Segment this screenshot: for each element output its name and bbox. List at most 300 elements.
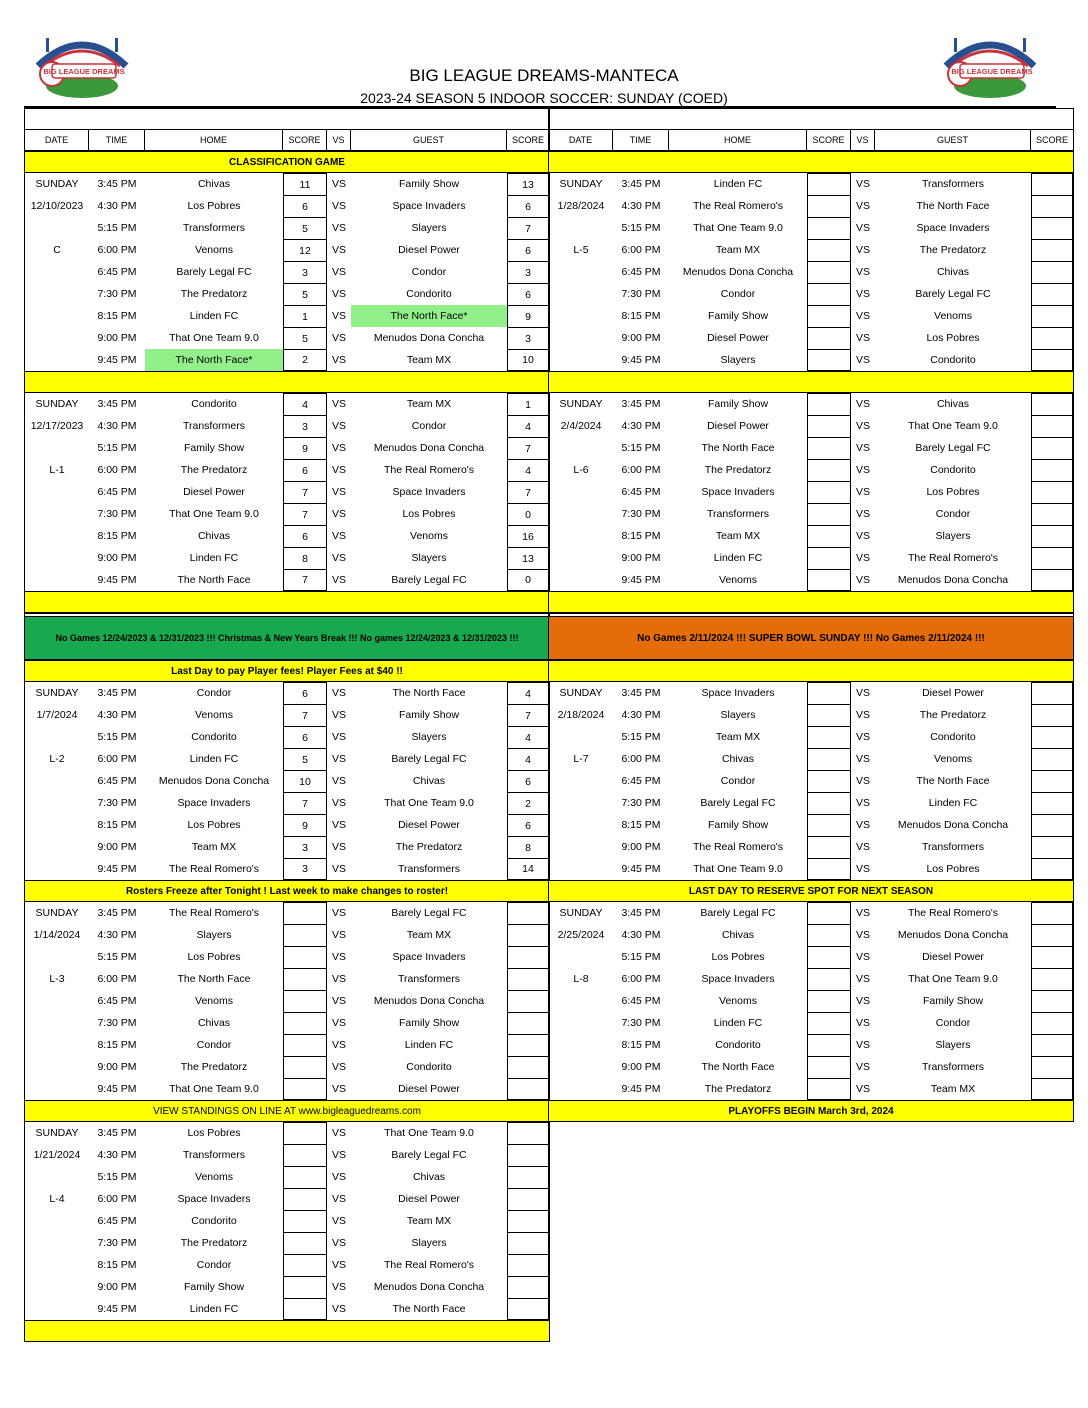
- home-team: Family Show: [707, 398, 769, 410]
- guest-team: Diesel Power: [398, 1083, 460, 1095]
- game-row: [549, 173, 1073, 195]
- vs-label: VS: [331, 907, 346, 919]
- home-score: [283, 1122, 327, 1144]
- date-cell: [549, 217, 613, 239]
- guest-team: Space Invaders: [916, 222, 990, 234]
- week-day: SUNDAY: [35, 907, 79, 919]
- guest-score: 13: [507, 173, 549, 195]
- game-time: 9:45 PM: [97, 1303, 137, 1315]
- guest-score: [1031, 327, 1073, 349]
- home-score: 6: [283, 726, 327, 748]
- guest-team: Linden FC: [928, 797, 978, 809]
- home-team: The Predatorz: [180, 1237, 248, 1249]
- notice-banner: VIEW STANDINGS ON LINE AT www.bigleaguedreams.com: [25, 1100, 549, 1122]
- guest-team: Menudos Dona Concha: [897, 574, 1009, 586]
- game-time: 3:45 PM: [621, 398, 661, 410]
- guest-team: Venoms: [934, 310, 972, 322]
- game-row: [25, 547, 549, 569]
- home-score: 3: [283, 836, 327, 858]
- home-team: The Predatorz: [704, 464, 772, 476]
- home-score: 9: [283, 814, 327, 836]
- vs-label: VS: [855, 797, 870, 809]
- guest-team: That One Team 9.0: [384, 1127, 474, 1139]
- week-code: L-8: [573, 973, 589, 985]
- guest-score: [1031, 1078, 1073, 1100]
- game-time: 6:00 PM: [621, 244, 661, 256]
- vs-label: VS: [331, 797, 346, 809]
- vs-label: VS: [331, 1171, 346, 1183]
- home-score: [807, 195, 851, 217]
- guest-team: Condor: [411, 420, 447, 432]
- vs-label: VS: [331, 1193, 346, 1205]
- date-cell: [549, 261, 613, 283]
- guest-team: Team MX: [406, 354, 452, 366]
- game-time: 7:30 PM: [97, 1237, 137, 1249]
- game-time: 4:30 PM: [621, 200, 661, 212]
- vs-label: VS: [855, 995, 870, 1007]
- week-code: C: [53, 244, 61, 256]
- week-date: 2/18/2024: [557, 709, 605, 721]
- vs-label: VS: [855, 332, 870, 344]
- guest-team: That One Team 9.0: [908, 420, 998, 432]
- game-row: [25, 1188, 549, 1210]
- game-time: 5:15 PM: [97, 1171, 137, 1183]
- game-row: [549, 990, 1073, 1012]
- guest-score: [507, 990, 549, 1012]
- game-row: [549, 836, 1073, 858]
- date-cell: [549, 770, 613, 792]
- guest-score: [1031, 217, 1073, 239]
- home-score: [283, 1232, 327, 1254]
- week-day: SUNDAY: [35, 687, 79, 699]
- home-score: 11: [283, 173, 327, 195]
- game-time: 5:15 PM: [97, 442, 137, 454]
- game-time: 3:45 PM: [621, 687, 661, 699]
- guest-score: [1031, 726, 1073, 748]
- guest-team: Diesel Power: [922, 951, 984, 963]
- vs-label: VS: [331, 178, 346, 190]
- game-time: 9:00 PM: [621, 841, 661, 853]
- spacer-row: [549, 108, 1073, 129]
- home-score: 6: [283, 682, 327, 704]
- vs-label: VS: [331, 486, 346, 498]
- game-time: 5:15 PM: [97, 731, 137, 743]
- notice-banner: PLAYOFFS BEGIN March 3rd, 2024: [549, 1100, 1073, 1122]
- home-score: 10: [283, 770, 327, 792]
- guest-team: The Predatorz: [919, 709, 987, 721]
- home-score: 6: [283, 525, 327, 547]
- guest-score: 4: [507, 415, 549, 437]
- separator-band: [25, 371, 549, 393]
- game-time: 7:30 PM: [621, 508, 661, 520]
- date-cell: [25, 1232, 89, 1254]
- home-team: Space Invaders: [177, 1193, 251, 1205]
- guest-team: Family Show: [922, 995, 984, 1007]
- home-team: The North Face: [177, 574, 251, 586]
- guest-team: Space Invaders: [392, 951, 466, 963]
- game-row: [549, 327, 1073, 349]
- game-time: 6:45 PM: [621, 266, 661, 278]
- guest-team: Barely Legal FC: [391, 753, 467, 765]
- guest-score: 4: [507, 459, 549, 481]
- week-code: L-1: [49, 464, 65, 476]
- date-cell: [25, 1056, 89, 1078]
- home-score: 7: [283, 569, 327, 591]
- week-code: L-7: [573, 753, 589, 765]
- home-team: Condor: [196, 1259, 232, 1271]
- guest-score: [1031, 415, 1073, 437]
- home-team: Venoms: [195, 244, 233, 256]
- guest-score: [1031, 173, 1073, 195]
- guest-score: [1031, 924, 1073, 946]
- vs-label: VS: [331, 1303, 346, 1315]
- home-team: Diesel Power: [707, 332, 769, 344]
- guest-team: Team MX: [406, 398, 452, 410]
- date-cell: [25, 569, 89, 591]
- week-date: 1/7/2024: [36, 709, 78, 721]
- game-row: [25, 481, 549, 503]
- vs-label: VS: [331, 753, 346, 765]
- home-score: [807, 792, 851, 814]
- home-score: [283, 1144, 327, 1166]
- vs-label: VS: [855, 200, 870, 212]
- game-row: [549, 1056, 1073, 1078]
- home-score: 2: [283, 349, 327, 371]
- vs-label: VS: [331, 200, 346, 212]
- game-row: [25, 858, 549, 880]
- home-score: [283, 1276, 327, 1298]
- game-row: [25, 503, 549, 525]
- guest-team: The North Face: [392, 687, 466, 699]
- game-time: 8:15 PM: [621, 530, 661, 542]
- home-score: 5: [283, 748, 327, 770]
- guest-team: The Real Romero's: [383, 1259, 475, 1271]
- vs-label: VS: [855, 841, 870, 853]
- date-cell: [25, 437, 89, 459]
- game-row: [25, 792, 549, 814]
- guest-team: Transformers: [397, 973, 461, 985]
- date-cell: [25, 525, 89, 547]
- home-team: Barely Legal FC: [176, 266, 252, 278]
- game-time: 8:15 PM: [621, 1039, 661, 1051]
- guest-score: [507, 924, 549, 946]
- game-row: [25, 195, 549, 217]
- guest-score: [507, 1232, 549, 1254]
- guest-team: Chivas: [936, 266, 970, 278]
- schedule-left-column: [24, 108, 550, 1342]
- guest-score: [507, 1188, 549, 1210]
- week-day: SUNDAY: [559, 687, 603, 699]
- week-code: L-2: [49, 753, 65, 765]
- game-time: 5:15 PM: [97, 951, 137, 963]
- guest-team: That One Team 9.0: [908, 973, 998, 985]
- home-score: [807, 1056, 851, 1078]
- header-vs: VS: [327, 130, 351, 150]
- home-team: Family Show: [707, 819, 769, 831]
- date-cell: [549, 792, 613, 814]
- vs-label: VS: [331, 398, 346, 410]
- guest-score: 6: [507, 814, 549, 836]
- week-day: SUNDAY: [559, 907, 603, 919]
- home-score: [807, 814, 851, 836]
- guest-score: [1031, 239, 1073, 261]
- game-time: 6:00 PM: [621, 464, 661, 476]
- home-score: [807, 990, 851, 1012]
- home-score: 7: [283, 503, 327, 525]
- guest-score: [507, 902, 549, 924]
- game-time: 4:30 PM: [97, 929, 137, 941]
- home-score: 3: [283, 261, 327, 283]
- home-team: Linden FC: [713, 552, 763, 564]
- home-score: [807, 261, 851, 283]
- guest-team: The North Face: [916, 200, 990, 212]
- guest-score: [1031, 902, 1073, 924]
- home-team: Slayers: [720, 354, 756, 366]
- date-cell: [549, 726, 613, 748]
- guest-score: [1031, 1056, 1073, 1078]
- guest-team: Barely Legal FC: [391, 574, 467, 586]
- vs-label: VS: [331, 1215, 346, 1227]
- game-time: 9:00 PM: [97, 552, 137, 564]
- guest-score: [1031, 1034, 1073, 1056]
- guest-score: 0: [507, 503, 549, 525]
- guest-score: 9: [507, 305, 549, 327]
- date-cell: [549, 283, 613, 305]
- game-time: 9:00 PM: [621, 552, 661, 564]
- guest-score: 14: [507, 858, 549, 880]
- home-team: The North Face: [177, 973, 251, 985]
- week-date: 1/14/2024: [33, 929, 81, 941]
- game-time: 8:15 PM: [621, 819, 661, 831]
- game-time: 8:15 PM: [97, 1259, 137, 1271]
- date-cell: [25, 305, 89, 327]
- guest-score: [1031, 704, 1073, 726]
- separator-band: [25, 591, 549, 613]
- date-cell: [25, 1034, 89, 1056]
- home-team: Barely Legal FC: [700, 907, 776, 919]
- home-team: Team MX: [191, 841, 237, 853]
- home-score: 5: [283, 217, 327, 239]
- guest-score: [1031, 814, 1073, 836]
- game-time: 6:45 PM: [97, 1215, 137, 1227]
- vs-label: VS: [855, 486, 870, 498]
- notice-banner: Rosters Freeze after Tonight ! Last week to make changes to roster!: [25, 880, 549, 902]
- date-cell: [25, 349, 89, 371]
- home-team: Space Invaders: [701, 486, 775, 498]
- game-time: 9:00 PM: [97, 841, 137, 853]
- notice-banner: No Games 12/24/2023 & 12/31/2023 !!! Christmas & New Years Break !!! No games 12/24/2023 & 12/31/2023 !!!: [25, 616, 549, 660]
- game-row: [25, 239, 549, 261]
- header-date: DATE: [549, 130, 613, 150]
- game-row: [549, 437, 1073, 459]
- game-time: 7:30 PM: [97, 1017, 137, 1029]
- game-row: [549, 239, 1073, 261]
- guest-score: 2: [507, 792, 549, 814]
- game-row: [25, 968, 549, 990]
- game-time: 6:45 PM: [97, 486, 137, 498]
- game-time: 9:00 PM: [621, 332, 661, 344]
- game-time: 3:45 PM: [97, 398, 137, 410]
- home-team: The Predatorz: [180, 464, 248, 476]
- home-score: [807, 1078, 851, 1100]
- vs-label: VS: [855, 464, 870, 476]
- game-row: [549, 459, 1073, 481]
- game-row: [25, 946, 549, 968]
- game-row: [549, 946, 1073, 968]
- game-row: [549, 547, 1073, 569]
- game-time: 3:45 PM: [621, 907, 661, 919]
- vs-label: VS: [855, 929, 870, 941]
- vs-label: VS: [331, 464, 346, 476]
- guest-score: 6: [507, 239, 549, 261]
- guest-team: Barely Legal FC: [391, 1149, 467, 1161]
- guest-score: 16: [507, 525, 549, 547]
- game-time: 6:45 PM: [621, 486, 661, 498]
- home-score: [807, 437, 851, 459]
- home-team: Condor: [720, 288, 756, 300]
- vs-label: VS: [855, 244, 870, 256]
- game-row: [25, 305, 549, 327]
- guest-team: Condorito: [406, 1061, 452, 1073]
- guest-score: [507, 946, 549, 968]
- home-score: [283, 1012, 327, 1034]
- vs-label: VS: [855, 819, 870, 831]
- schedule-right-column: [548, 108, 1074, 1122]
- home-team: Slayers: [720, 709, 756, 721]
- game-row: [549, 195, 1073, 217]
- vs-label: VS: [855, 907, 870, 919]
- game-row: [25, 924, 549, 946]
- home-team: Space Invaders: [701, 973, 775, 985]
- guest-team: That One Team 9.0: [384, 797, 474, 809]
- week-code: L-6: [573, 464, 589, 476]
- vs-label: VS: [855, 442, 870, 454]
- guest-score: 3: [507, 327, 549, 349]
- guest-score: 4: [507, 726, 549, 748]
- home-team: Venoms: [719, 995, 757, 1007]
- home-score: 6: [283, 195, 327, 217]
- game-row: [549, 1034, 1073, 1056]
- guest-team: Team MX: [406, 1215, 452, 1227]
- date-cell: [25, 217, 89, 239]
- guest-score: [1031, 770, 1073, 792]
- game-row: [549, 569, 1073, 591]
- vs-label: VS: [855, 398, 870, 410]
- home-team: Transformers: [182, 420, 246, 432]
- guest-team: Slayers: [411, 1237, 447, 1249]
- date-cell: [25, 792, 89, 814]
- date-cell: [25, 1276, 89, 1298]
- home-team: Chivas: [721, 929, 755, 941]
- home-score: 7: [283, 704, 327, 726]
- guest-team: Transformers: [921, 841, 985, 853]
- week-date: 2/25/2024: [557, 929, 605, 941]
- guest-score: [1031, 946, 1073, 968]
- home-team: The Predatorz: [704, 1083, 772, 1095]
- guest-team: Menudos Dona Concha: [897, 819, 1009, 831]
- guest-score: 13: [507, 547, 549, 569]
- game-time: 9:00 PM: [621, 1061, 661, 1073]
- guest-team: Space Invaders: [392, 486, 466, 498]
- date-cell: [549, 437, 613, 459]
- game-time: 7:30 PM: [97, 288, 137, 300]
- game-row: [549, 726, 1073, 748]
- guest-team: The Real Romero's: [383, 464, 475, 476]
- week-code: L-3: [49, 973, 65, 985]
- home-team: Chivas: [197, 178, 231, 190]
- header-home: HOME: [669, 130, 807, 150]
- vs-label: VS: [855, 1061, 870, 1073]
- vs-label: VS: [855, 288, 870, 300]
- guest-score: [1031, 525, 1073, 547]
- date-cell: [25, 547, 89, 569]
- home-score: 7: [283, 481, 327, 503]
- home-score: [807, 748, 851, 770]
- game-row: [25, 1166, 549, 1188]
- notice-banner: Last Day to pay Player fees! Player Fees at $40 !!: [25, 660, 549, 682]
- vs-label: VS: [855, 731, 870, 743]
- guest-score: 6: [507, 195, 549, 217]
- home-score: [283, 1254, 327, 1276]
- vs-label: VS: [331, 1281, 346, 1293]
- vs-label: VS: [331, 951, 346, 963]
- home-score: 12: [283, 239, 327, 261]
- guest-score: [1031, 547, 1073, 569]
- game-row: [25, 902, 549, 924]
- vs-label: VS: [331, 1237, 346, 1249]
- game-time: 6:00 PM: [97, 464, 137, 476]
- vs-label: VS: [331, 995, 346, 1007]
- guest-score: [1031, 305, 1073, 327]
- guest-team: The Real Romero's: [907, 907, 999, 919]
- home-score: [807, 459, 851, 481]
- guest-score: [1031, 1012, 1073, 1034]
- guest-score: 7: [507, 437, 549, 459]
- guest-score: [507, 1210, 549, 1232]
- home-score: 3: [283, 858, 327, 880]
- home-team: The Predatorz: [180, 1061, 248, 1073]
- home-team: Linden FC: [189, 1303, 239, 1315]
- guest-score: [507, 1276, 549, 1298]
- game-row: [25, 349, 549, 371]
- week-day: SUNDAY: [35, 178, 79, 190]
- vs-label: VS: [331, 819, 346, 831]
- game-time: 9:00 PM: [97, 1061, 137, 1073]
- guest-score: [1031, 393, 1073, 415]
- header-score: SCORE: [1035, 135, 1068, 145]
- vs-label: VS: [855, 1039, 870, 1051]
- guest-team: Diesel Power: [398, 1193, 460, 1205]
- guest-score: 7: [507, 481, 549, 503]
- home-score: [283, 1034, 327, 1056]
- game-row: [549, 748, 1073, 770]
- game-time: 7:30 PM: [97, 797, 137, 809]
- guest-score: [1031, 459, 1073, 481]
- home-score: [807, 569, 851, 591]
- guest-team: Team MX: [406, 929, 452, 941]
- vs-label: VS: [855, 687, 870, 699]
- date-cell: [25, 1298, 89, 1320]
- home-score: 7: [283, 792, 327, 814]
- home-team: Diesel Power: [707, 420, 769, 432]
- home-score: [807, 393, 851, 415]
- guest-team: Menudos Dona Concha: [373, 995, 485, 1007]
- date-cell: [25, 726, 89, 748]
- guest-score: [1031, 195, 1073, 217]
- home-score: [807, 1012, 851, 1034]
- vs-label: VS: [855, 310, 870, 322]
- guest-team: Condor: [935, 1017, 971, 1029]
